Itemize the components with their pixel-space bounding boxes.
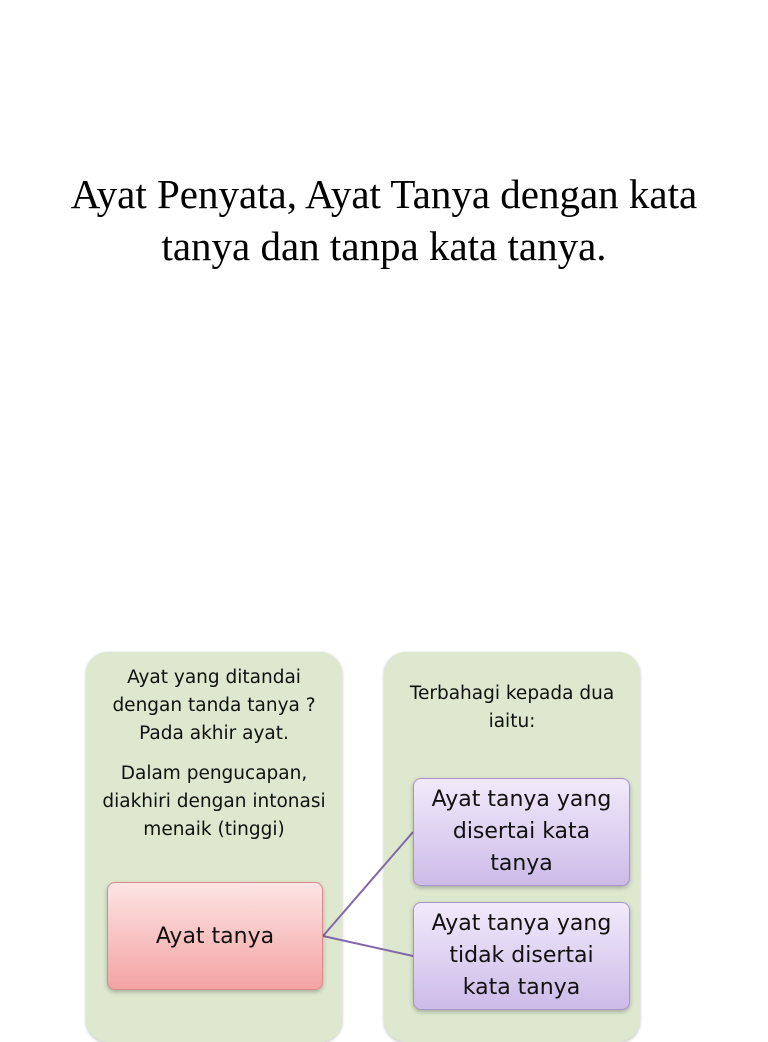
child-node-label: Ayat tanya yang tidak disertai kata tanya: [431, 911, 612, 1000]
child-node-without-question-word: [413, 902, 630, 1010]
child-node-label: Ayat tanya yang disertai kata tanya: [431, 787, 612, 876]
root-node-ayat-tanya: [107, 882, 323, 990]
division-description: Terbahagi kepada dua iaitu:: [409, 683, 615, 732]
root-node-label: Ayat tanya: [155, 923, 275, 949]
question-mark-description: Ayat yang ditandai dengan tanda tanya ? Pada akhir ayat.: [112, 667, 316, 744]
intonation-description: Dalam pengucapan, diakhiri dengan intonasi menaik (tinggi): [102, 763, 326, 840]
slide-title: Ayat Penyata, Ayat Tanya dengan kata tanya dan tanpa kata tanya.: [70, 171, 698, 269]
child-node-with-question-word: [413, 778, 630, 886]
